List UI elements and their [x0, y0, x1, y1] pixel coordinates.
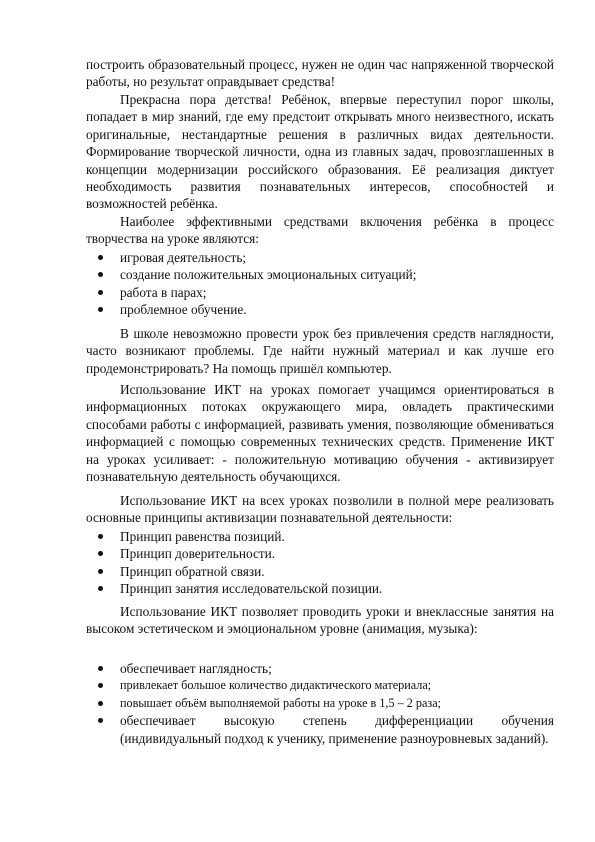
paragraph-1-block — [86, 91, 554, 213]
paragraph-6-block — [86, 603, 554, 638]
list-item: Принцип занятия исследовательской позиции. — [86, 580, 554, 597]
list-3-block — [86, 660, 554, 747]
list-3 — [86, 660, 554, 747]
list-item: Принцип обратной связи. — [86, 563, 554, 580]
list-2-block — [86, 528, 554, 598]
bullet-icon — [98, 307, 103, 312]
bullet-icon — [98, 683, 103, 688]
paragraph-5-block — [86, 492, 554, 527]
paragraph-6: Использование ИКТ позволяет проводить уроки и внеклассные занятия на высоком эстетическом и эмоциональном уровне (анимация, музыка): — [86, 604, 554, 637]
list-1 — [86, 249, 554, 319]
list-item: игровая деятельность; — [86, 249, 554, 266]
paragraph-5: Использование ИКТ на всех уроках позволили в полной мере реализовать основные принципы активизации познавательной деятельности: — [86, 493, 554, 526]
paragraph-1: Прекрасна пора детства! Ребёнок, впервые переступил порог школы, попадает в мир знаний, где ему предстоит открывать много неизвестного, искать оригинальные, нестандартные решения в различных видах деятельности. Формирование творческой личности, одна из главных задач, провозглашенных в концепции модернизации российского образования. Её реализация диктует необходимость развития познавательных интересов, способностей и возможностей ребёнка. — [86, 92, 554, 212]
list-item: Принцип равенства позиций. — [86, 528, 554, 545]
paragraph-3: В школе невозможно провести урок без привлечения средств наглядности, часто возникают проблемы. Где найти нужный материал и как лучше его продемонстрировать? На помощь пришёл компьютер. — [86, 326, 554, 376]
bullet-icon — [98, 255, 103, 260]
bullet-icon — [98, 701, 103, 706]
paragraph-3-block — [86, 325, 554, 377]
list-item: обеспечивает наглядность; — [86, 660, 554, 677]
list-item: проблемное обучение. — [86, 301, 554, 318]
list-item: обеспечивает высокую степень дифференциации обучения (индивидуальный подход к ученику, применение разноуровневых заданий). — [86, 712, 554, 747]
paragraph-4: Использование ИКТ на уроках помогает учащимся ориентироваться в информационных потоках окружающего мира, овладеть практическими способами работы с информацией, развивать умения, позволяющие обмениваться информацией с помощью современных технических средств. Применение ИКТ на уроках усиливает: - положительную мотивацию обучения - активизирует познавательную деятельность обучающихся. — [86, 382, 554, 485]
paragraph-4-block — [86, 381, 554, 485]
bullet-icon — [98, 718, 103, 723]
bullet-icon — [98, 290, 103, 295]
list-2 — [86, 528, 554, 598]
list-item: создание положительных эмоциональных ситуаций; — [86, 266, 554, 283]
bullet-icon — [98, 534, 103, 539]
list-item: повышает объём выполняемой работы на уроке в 1,5 – 2 раза; — [86, 695, 554, 712]
paragraph-0: построить образовательный процесс, нужен не один час напряженной творческой работы, но результат оправдывает средства! — [86, 57, 554, 90]
list-1-block — [86, 249, 554, 319]
list-item: Принцип доверительности. — [86, 545, 554, 562]
list-item: привлекает большое количество дидактического материала; — [86, 677, 554, 694]
paragraph-0-block — [86, 56, 554, 91]
bullet-icon — [98, 569, 103, 574]
list-item: работа в парах; — [86, 284, 554, 301]
bullet-icon — [98, 586, 103, 591]
bullet-icon — [98, 666, 103, 671]
paragraph-2: Наиболее эффективными средствами включения ребёнка в процесс творчества на уроке являются: — [86, 214, 554, 247]
paragraph-2-block — [86, 213, 554, 248]
bullet-icon — [98, 272, 103, 277]
bullet-icon — [98, 551, 103, 556]
